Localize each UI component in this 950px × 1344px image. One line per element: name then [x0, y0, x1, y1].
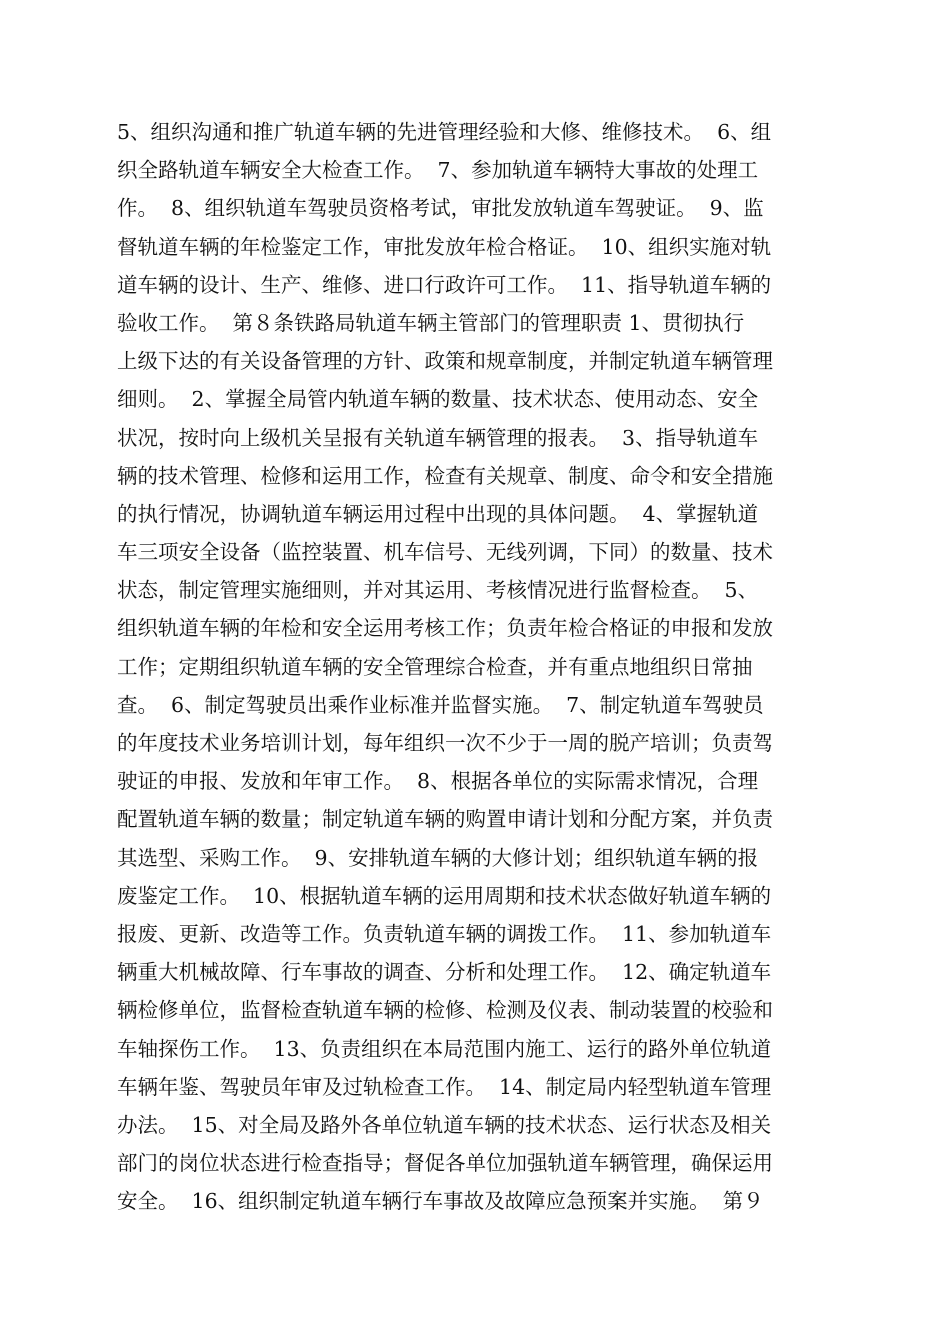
- text-line: 辆检修单位，监督检查轨道车辆的检修、检测及仪表、制动装置的校验和: [117, 998, 773, 1023]
- text-line: 辆重大机械故障、行车事故的调查、分析和处理工作。 12、确定轨道车: [117, 960, 772, 985]
- text-line: 验收工作。 第８条铁路局轨道车辆主管部门的管理职责 1、贯彻执行: [117, 310, 745, 335]
- text-line: 配置轨道车辆的数量；制定轨道车辆的购置申请计划和分配方案，并负责: [117, 807, 773, 832]
- text-line: 车辆年鉴、驾驶员年审及过轨检查工作。 14、制定局内轻型轨道车管理: [117, 1074, 772, 1099]
- body-text: [117, 113, 837, 1220]
- text-line: 细则。 2、掌握全局管内轨道车辆的数量、技术状态、使用动态、安全: [117, 387, 759, 412]
- text-line: 车轴探伤工作。 13、负责组织在本局范围内施工、运行的路外单位轨道: [117, 1036, 772, 1061]
- text-line: 报废、更新、改造等工作。负责轨道车辆的调拨工作。 11、参加轨道车: [117, 921, 772, 946]
- text-line: 道车辆的设计、生产、维修、进口行政许可工作。 11、指导轨道车辆的: [117, 272, 772, 297]
- text-line: 辆的技术管理、检修和运用工作，检查有关规章、制度、命令和安全措施: [117, 463, 773, 488]
- text-line: 状态，制定管理实施细则，并对其运用、考核情况进行监督检查。 5、: [117, 578, 759, 603]
- text-line: 作。 8、组织轨道车驾驶员资格考试，审批发放轨道车驾驶证。 9、监: [117, 196, 764, 221]
- text-line: 的执行情况，协调轨道车辆运用过程中出现的具体问题。 4、掌握轨道: [117, 501, 759, 526]
- text-line: 安全。 16、组织制定轨道车辆行车事故及故障应急预案并实施。 第９: [117, 1189, 764, 1214]
- text-line: 驶证的申报、发放和年审工作。 8、根据各单位的实际需求情况，合理: [117, 769, 759, 794]
- text-line: 查。 6、制定驾驶员出乘作业标准并监督实施。 7、制定轨道车驾驶员: [117, 692, 764, 717]
- text-line: 车三项安全设备（监控装置、机车信号、无线列调，下同）的数量、技术: [117, 540, 773, 565]
- text-line: 组织轨道车辆的年检和安全运用考核工作；负责年检合格证的申报和发放: [117, 616, 773, 641]
- text-line: 督轨道车辆的年检鉴定工作，审批发放年检合格证。 10、组织实施对轨: [117, 234, 772, 259]
- text-line: 其选型、采购工作。 9、安排轨道车辆的大修计划；组织轨道车辆的报: [117, 845, 759, 870]
- text-line: 上级下达的有关设备管理的方针、政策和规章制度，并制定轨道车辆管理: [117, 349, 773, 374]
- text-line: 工作；定期组织轨道车辆的安全管理综合检查，并有重点地组织日常抽: [117, 654, 753, 679]
- text-line: 状况，按时向上级机关呈报有关轨道车辆管理的报表。 3、指导轨道车: [117, 425, 759, 450]
- text-line: 5、组织沟通和推广轨道车辆的先进管理经验和大修、维修技术。 6、组: [117, 120, 772, 144]
- text-line: 办法。 15、对全局及路外各单位轨道车辆的技术状态、运行状态及相关: [117, 1112, 772, 1137]
- text-line: 织全路轨道车辆安全大检查工作。 7、参加轨道车辆特大事故的处理工: [117, 158, 759, 183]
- text-line: 部门的岗位状态进行检查指导；督促各单位加强轨道车辆管理，确保运用: [117, 1151, 773, 1176]
- text-line: 的年度技术业务培训计划，每年组织一次不少于一周的脱产培训；负责驾: [117, 731, 773, 755]
- text-line: 废鉴定工作。 10、根据轨道车辆的运用周期和技术状态做好轨道车辆的: [117, 883, 772, 908]
